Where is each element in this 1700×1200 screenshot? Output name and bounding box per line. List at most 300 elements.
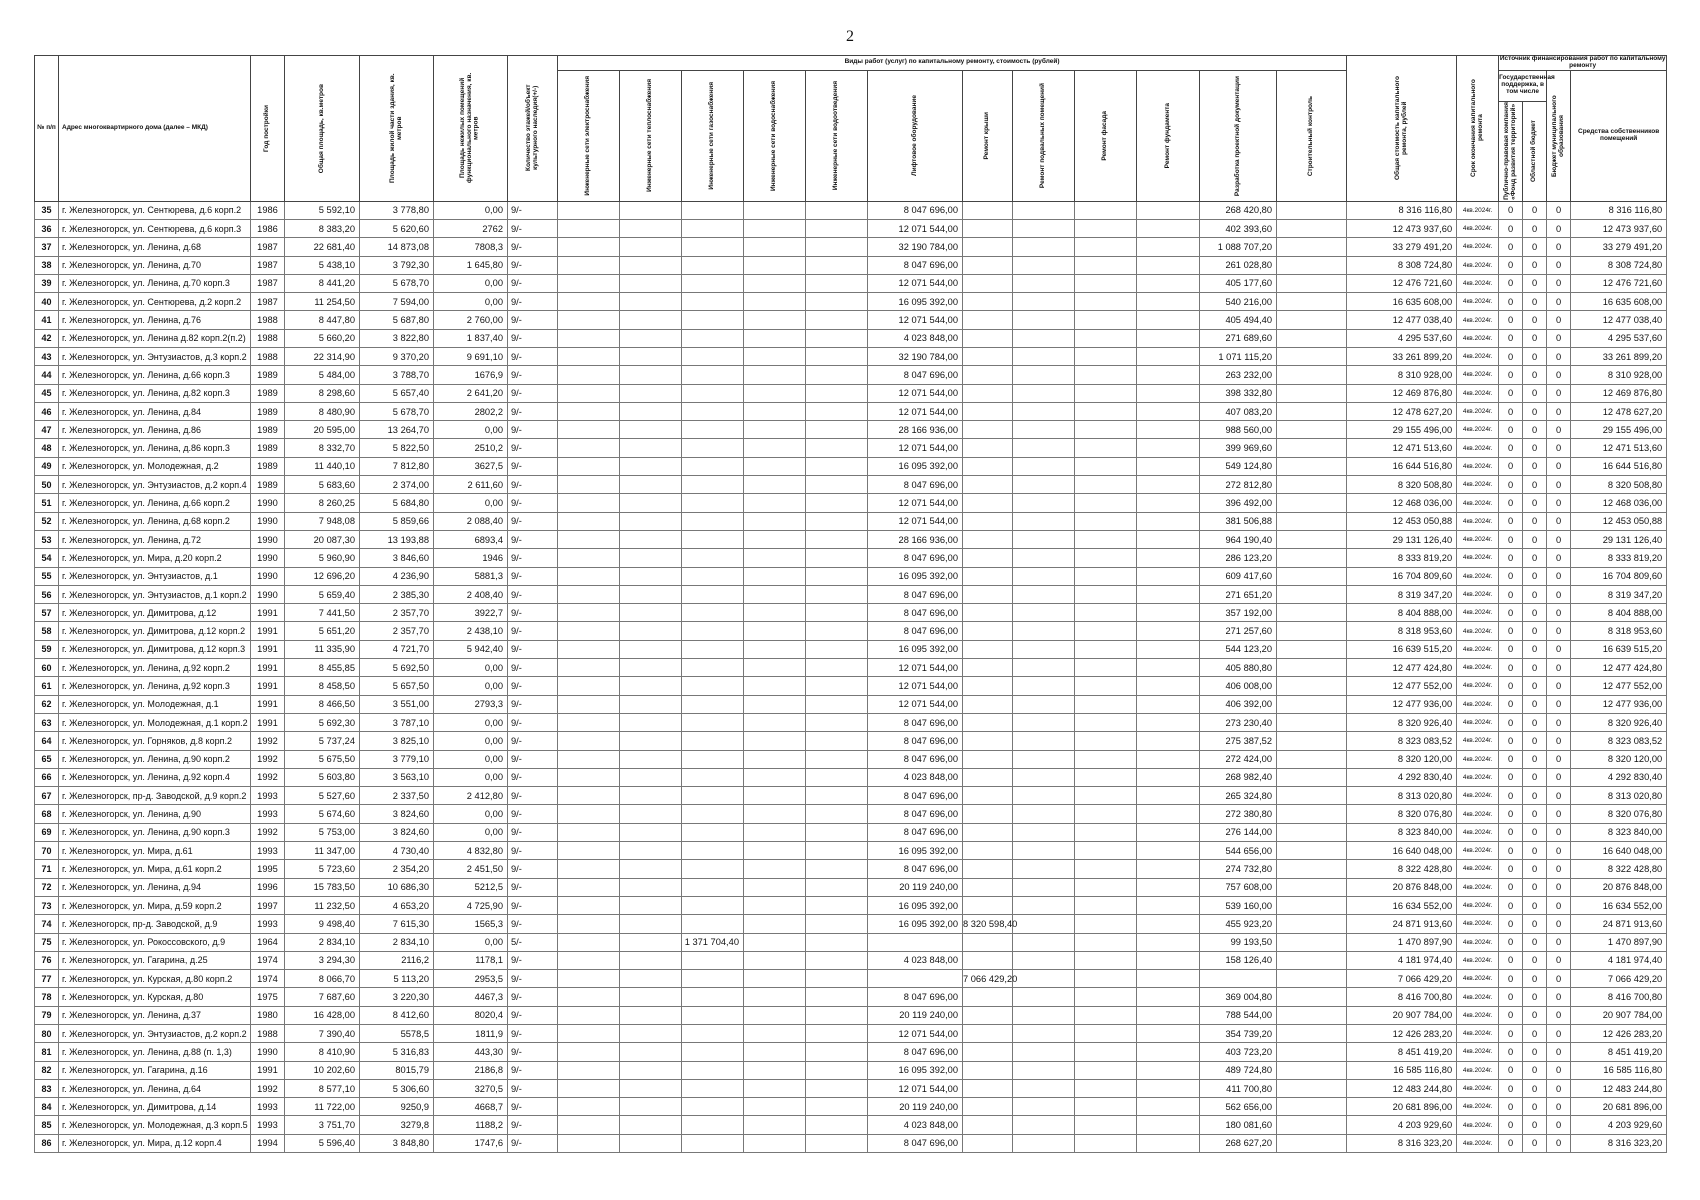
row-owners-funds: 12 477 424,80 <box>1571 659 1667 677</box>
row-lift: 8 047 696,00 <box>868 549 963 567</box>
row-lift: 20 119 240,00 <box>868 1006 963 1024</box>
row-water <box>744 457 806 475</box>
row-municipal-budget: 0 <box>1547 1006 1571 1024</box>
row-regional-budget: 0 <box>1523 1024 1547 1042</box>
row-nonres-area: 0,00 <box>434 293 508 311</box>
row-water <box>744 567 806 585</box>
row-heat <box>620 1116 682 1134</box>
row-floors: 9/- <box>508 860 558 878</box>
row-foundation <box>1137 970 1200 988</box>
row-regional-budget: 0 <box>1523 713 1547 731</box>
row-municipal-budget: 0 <box>1547 567 1571 585</box>
row-basement <box>1013 622 1075 640</box>
row-year: 1986 <box>251 201 285 219</box>
row-total-area: 5 960,90 <box>285 549 360 567</box>
row-development-fund: 0 <box>1499 512 1523 530</box>
row-electric <box>558 219 620 237</box>
row-gas <box>682 1098 744 1116</box>
row-municipal-budget: 0 <box>1547 457 1571 475</box>
row-lift: 12 071 544,00 <box>868 274 963 292</box>
row-water <box>744 860 806 878</box>
row-floors: 9/- <box>508 988 558 1006</box>
row-foundation <box>1137 549 1200 567</box>
row-floors: 9/- <box>508 457 558 475</box>
row-water <box>744 476 806 494</box>
row-total-cost: 4 292 830,40 <box>1347 768 1457 786</box>
row-electric <box>558 201 620 219</box>
row-development-fund: 0 <box>1499 238 1523 256</box>
row-regional-budget: 0 <box>1523 988 1547 1006</box>
row-address: г. Железногорск, пр-д. Заводской, д.9 <box>59 915 251 933</box>
row-facade <box>1075 439 1137 457</box>
row-living-area: 2 834,10 <box>360 933 434 951</box>
row-year: 1986 <box>251 219 285 237</box>
row-design-docs: 354 739,20 <box>1200 1024 1277 1042</box>
row-living-area: 4 236,90 <box>360 567 434 585</box>
table-row <box>35 476 1667 494</box>
header-water: Инженерные сети водоснабжения <box>744 70 806 201</box>
row-total-area: 11 440,10 <box>285 457 360 475</box>
row-address: г. Железногорск, ул. Ленина, д.37 <box>59 1006 251 1024</box>
row-municipal-budget: 0 <box>1547 860 1571 878</box>
row-water <box>744 713 806 731</box>
row-municipal-budget: 0 <box>1547 421 1571 439</box>
row-address: г. Железногорск, ул. Сентюрева, д.2 корп.2 <box>59 293 251 311</box>
row-design-docs: 757 608,00 <box>1200 878 1277 896</box>
row-lift: 8 047 696,00 <box>868 750 963 768</box>
row-development-fund: 0 <box>1499 640 1523 658</box>
row-total-cost: 8 404 888,00 <box>1347 604 1457 622</box>
row-basement <box>1013 238 1075 256</box>
row-design-docs: 406 008,00 <box>1200 677 1277 695</box>
row-floors: 9/- <box>508 750 558 768</box>
row-design-docs: 455 923,20 <box>1200 915 1277 933</box>
row-development-fund: 0 <box>1499 366 1523 384</box>
row-owners-funds: 4 203 929,60 <box>1571 1116 1667 1134</box>
row-year: 1993 <box>251 787 285 805</box>
table-row <box>35 1098 1667 1116</box>
row-total-area: 9 498,40 <box>285 915 360 933</box>
row-foundation <box>1137 622 1200 640</box>
row-construction-control <box>1277 421 1347 439</box>
row-water <box>744 1079 806 1097</box>
row-development-fund: 0 <box>1499 1116 1523 1134</box>
row-owners-funds: 8 323 840,00 <box>1571 823 1667 841</box>
row-total-area: 5 484,00 <box>285 366 360 384</box>
row-design-docs: 263 232,00 <box>1200 366 1277 384</box>
row-regional-budget: 0 <box>1523 476 1547 494</box>
row-foundation <box>1137 219 1200 237</box>
row-total-area: 5 753,00 <box>285 823 360 841</box>
row-drainage <box>806 201 868 219</box>
row-development-fund: 0 <box>1499 970 1523 988</box>
row-living-area: 2 357,70 <box>360 622 434 640</box>
row-year: 1989 <box>251 402 285 420</box>
row-basement <box>1013 567 1075 585</box>
row-year: 1991 <box>251 604 285 622</box>
row-address: г. Железногорск, ул. Мира, д.61 корп.2 <box>59 860 251 878</box>
row-electric <box>558 567 620 585</box>
row-roof <box>963 1024 1013 1042</box>
row-floors: 9/- <box>508 366 558 384</box>
row-water <box>744 768 806 786</box>
row-construction-control <box>1277 1006 1347 1024</box>
row-development-fund: 0 <box>1499 567 1523 585</box>
row-deadline: 4кв.2024г. <box>1457 366 1499 384</box>
page-number: 2 <box>846 28 854 45</box>
row-living-area: 3 778,80 <box>360 201 434 219</box>
row-total-area: 5 675,50 <box>285 750 360 768</box>
row-basement <box>1013 640 1075 658</box>
row-deadline: 4кв.2024г. <box>1457 695 1499 713</box>
row-water <box>744 1098 806 1116</box>
row-address: г. Железногорск, ул. Мира, д.61 <box>59 842 251 860</box>
row-regional-budget: 0 <box>1523 201 1547 219</box>
row-regional-budget: 0 <box>1523 1043 1547 1061</box>
row-basement <box>1013 915 1075 933</box>
row-basement <box>1013 402 1075 420</box>
row-electric <box>558 311 620 329</box>
row-number: 69 <box>35 823 59 841</box>
row-facade <box>1075 604 1137 622</box>
row-number: 53 <box>35 530 59 548</box>
row-owners-funds: 20 907 784,00 <box>1571 1006 1667 1024</box>
row-address: г. Железногорск, ул. Димитрова, д.14 <box>59 1098 251 1116</box>
row-facade <box>1075 457 1137 475</box>
row-water <box>744 622 806 640</box>
row-address: г. Железногорск, ул. Курская, д.80 <box>59 988 251 1006</box>
table-row <box>35 439 1667 457</box>
row-regional-budget: 0 <box>1523 238 1547 256</box>
row-heat <box>620 860 682 878</box>
row-living-area: 13 193,88 <box>360 530 434 548</box>
row-drainage <box>806 1043 868 1061</box>
table-row <box>35 311 1667 329</box>
row-total-cost: 12 478 627,20 <box>1347 402 1457 420</box>
row-facade <box>1075 823 1137 841</box>
row-nonres-area: 1946 <box>434 549 508 567</box>
row-number: 58 <box>35 622 59 640</box>
row-owners-funds: 33 261 899,20 <box>1571 348 1667 366</box>
row-regional-budget: 0 <box>1523 970 1547 988</box>
header-owners-funds: Средства собственников помещений <box>1571 70 1667 201</box>
row-roof <box>963 768 1013 786</box>
row-foundation <box>1137 750 1200 768</box>
row-design-docs: 988 560,00 <box>1200 421 1277 439</box>
row-construction-control <box>1277 768 1347 786</box>
row-foundation <box>1137 366 1200 384</box>
row-lift: 8 047 696,00 <box>868 1134 963 1152</box>
row-foundation <box>1137 384 1200 402</box>
row-year: 1974 <box>251 951 285 969</box>
row-gas: 1 371 704,40 <box>682 933 744 951</box>
row-drainage <box>806 1006 868 1024</box>
row-municipal-budget: 0 <box>1547 732 1571 750</box>
row-total-cost: 12 477 552,00 <box>1347 677 1457 695</box>
row-nonres-area: 1178,1 <box>434 951 508 969</box>
row-construction-control <box>1277 366 1347 384</box>
row-gas <box>682 915 744 933</box>
row-design-docs: 261 028,80 <box>1200 256 1277 274</box>
row-living-area: 5 620,60 <box>360 219 434 237</box>
row-deadline: 4кв.2024г. <box>1457 402 1499 420</box>
row-basement <box>1013 768 1075 786</box>
row-construction-control <box>1277 384 1347 402</box>
row-owners-funds: 1 470 897,90 <box>1571 933 1667 951</box>
row-number: 39 <box>35 274 59 292</box>
row-drainage <box>806 842 868 860</box>
row-living-area: 5 657,50 <box>360 677 434 695</box>
row-roof <box>963 732 1013 750</box>
row-development-fund: 0 <box>1499 622 1523 640</box>
row-roof <box>963 842 1013 860</box>
row-roof <box>963 201 1013 219</box>
row-nonres-area: 443,30 <box>434 1043 508 1061</box>
row-electric <box>558 823 620 841</box>
row-lift: 8 047 696,00 <box>868 622 963 640</box>
row-foundation <box>1137 1024 1200 1042</box>
row-roof <box>963 274 1013 292</box>
row-nonres-area: 2793,3 <box>434 695 508 713</box>
row-living-area: 5 687,80 <box>360 311 434 329</box>
row-nonres-area: 2802,2 <box>434 402 508 420</box>
row-owners-funds: 16 635 608,00 <box>1571 293 1667 311</box>
row-total-area: 8 383,20 <box>285 219 360 237</box>
row-heat <box>620 951 682 969</box>
row-foundation <box>1137 677 1200 695</box>
row-gas <box>682 1043 744 1061</box>
row-total-cost: 12 477 936,00 <box>1347 695 1457 713</box>
row-living-area: 5 678,70 <box>360 402 434 420</box>
row-gas <box>682 823 744 841</box>
row-municipal-budget: 0 <box>1547 549 1571 567</box>
row-address: г. Железногорск, ул. Молодежная, д.1 корп.2 <box>59 713 251 731</box>
row-gas <box>682 896 744 914</box>
row-floors: 9/- <box>508 677 558 695</box>
row-total-cost: 16 640 048,00 <box>1347 842 1457 860</box>
header-facade: Ремонт фасада <box>1075 70 1137 201</box>
row-address: г. Железногорск, ул. Горняков, д.8 корп.2 <box>59 732 251 750</box>
row-drainage <box>806 933 868 951</box>
row-living-area: 2 357,70 <box>360 604 434 622</box>
row-facade <box>1075 549 1137 567</box>
row-number: 84 <box>35 1098 59 1116</box>
row-living-area: 3 788,70 <box>360 366 434 384</box>
row-deadline: 4кв.2024г. <box>1457 1098 1499 1116</box>
row-nonres-area: 0,00 <box>434 768 508 786</box>
row-roof <box>963 457 1013 475</box>
row-municipal-budget: 0 <box>1547 622 1571 640</box>
row-design-docs: 274 732,80 <box>1200 860 1277 878</box>
row-drainage <box>806 1134 868 1152</box>
row-design-docs: 180 081,60 <box>1200 1116 1277 1134</box>
row-regional-budget: 0 <box>1523 549 1547 567</box>
row-lift: 32 190 784,00 <box>868 348 963 366</box>
row-number: 40 <box>35 293 59 311</box>
row-facade <box>1075 1079 1137 1097</box>
row-regional-budget: 0 <box>1523 293 1547 311</box>
row-gas <box>682 457 744 475</box>
row-total-cost: 16 644 516,80 <box>1347 457 1457 475</box>
row-floors: 9/- <box>508 640 558 658</box>
row-construction-control <box>1277 805 1347 823</box>
row-gas <box>682 860 744 878</box>
row-roof <box>963 512 1013 530</box>
row-number: 80 <box>35 1024 59 1042</box>
row-facade <box>1075 293 1137 311</box>
row-deadline: 4кв.2024г. <box>1457 842 1499 860</box>
row-lift: 4 023 848,00 <box>868 1116 963 1134</box>
row-foundation <box>1137 732 1200 750</box>
row-address: г. Железногорск, ул. Курская, д.80 корп.2 <box>59 970 251 988</box>
capital-repair-table <box>34 55 1667 1153</box>
row-facade <box>1075 201 1137 219</box>
row-floors: 9/- <box>508 384 558 402</box>
row-regional-budget: 0 <box>1523 311 1547 329</box>
row-development-fund: 0 <box>1499 695 1523 713</box>
table-row <box>35 1061 1667 1079</box>
row-year: 1988 <box>251 329 285 347</box>
row-electric <box>558 1024 620 1042</box>
row-owners-funds: 8 320 076,80 <box>1571 805 1667 823</box>
row-living-area: 2 337,50 <box>360 787 434 805</box>
row-design-docs: 276 144,00 <box>1200 823 1277 841</box>
row-basement <box>1013 860 1075 878</box>
row-living-area: 5 859,66 <box>360 512 434 530</box>
row-total-area: 7 948,08 <box>285 512 360 530</box>
row-address: г. Железногорск, ул. Ленина, д.64 <box>59 1079 251 1097</box>
row-number: 79 <box>35 1006 59 1024</box>
row-drainage <box>806 713 868 731</box>
row-design-docs: 407 083,20 <box>1200 402 1277 420</box>
row-living-area: 4 721,70 <box>360 640 434 658</box>
row-regional-budget: 0 <box>1523 219 1547 237</box>
row-municipal-budget: 0 <box>1547 311 1571 329</box>
row-foundation <box>1137 457 1200 475</box>
row-total-cost: 12 469 876,80 <box>1347 384 1457 402</box>
row-construction-control <box>1277 549 1347 567</box>
row-owners-funds: 29 155 496,00 <box>1571 421 1667 439</box>
row-roof <box>963 622 1013 640</box>
row-heat <box>620 842 682 860</box>
row-nonres-area: 0,00 <box>434 677 508 695</box>
row-foundation <box>1137 329 1200 347</box>
row-foundation <box>1137 604 1200 622</box>
row-basement <box>1013 933 1075 951</box>
row-total-cost: 4 203 929,60 <box>1347 1116 1457 1134</box>
row-owners-funds: 12 477 038,40 <box>1571 311 1667 329</box>
row-drainage <box>806 1024 868 1042</box>
row-roof <box>963 476 1013 494</box>
row-total-cost: 12 483 244,80 <box>1347 1079 1457 1097</box>
row-owners-funds: 12 477 936,00 <box>1571 695 1667 713</box>
row-construction-control <box>1277 348 1347 366</box>
row-total-cost: 12 468 036,00 <box>1347 494 1457 512</box>
table-row <box>35 1024 1667 1042</box>
row-living-area: 3 787,10 <box>360 713 434 731</box>
row-total-area: 8 410,90 <box>285 1043 360 1061</box>
row-total-area: 3 294,30 <box>285 951 360 969</box>
row-total-cost: 16 585 116,80 <box>1347 1061 1457 1079</box>
row-facade <box>1075 787 1137 805</box>
row-foundation <box>1137 823 1200 841</box>
row-electric <box>558 1061 620 1079</box>
row-deadline: 4кв.2024г. <box>1457 476 1499 494</box>
row-nonres-area: 0,00 <box>434 750 508 768</box>
row-deadline: 4кв.2024г. <box>1457 201 1499 219</box>
row-number: 36 <box>35 219 59 237</box>
row-heat <box>620 293 682 311</box>
table-row <box>35 530 1667 548</box>
row-floors: 9/- <box>508 585 558 603</box>
row-nonres-area: 1565,3 <box>434 915 508 933</box>
row-nonres-area: 1811,9 <box>434 1024 508 1042</box>
row-address: г. Железногорск, ул. Ленина, д.94 <box>59 878 251 896</box>
row-nonres-area: 1 837,40 <box>434 329 508 347</box>
row-nonres-area: 0,00 <box>434 201 508 219</box>
row-drainage <box>806 421 868 439</box>
row-number: 73 <box>35 896 59 914</box>
row-design-docs: 544 656,00 <box>1200 842 1277 860</box>
row-heat <box>620 512 682 530</box>
row-lift: 12 071 544,00 <box>868 677 963 695</box>
row-gas <box>682 988 744 1006</box>
row-number: 45 <box>35 384 59 402</box>
row-roof <box>963 933 1013 951</box>
row-owners-funds: 16 639 515,20 <box>1571 640 1667 658</box>
row-total-area: 5 651,20 <box>285 622 360 640</box>
row-deadline: 4кв.2024г. <box>1457 1024 1499 1042</box>
row-regional-budget: 0 <box>1523 512 1547 530</box>
row-drainage <box>806 878 868 896</box>
row-lift: 8 047 696,00 <box>868 476 963 494</box>
row-heat <box>620 549 682 567</box>
row-municipal-budget: 0 <box>1547 201 1571 219</box>
row-municipal-budget: 0 <box>1547 640 1571 658</box>
row-living-area: 14 873,08 <box>360 238 434 256</box>
row-heat <box>620 768 682 786</box>
row-gas <box>682 970 744 988</box>
row-construction-control <box>1277 951 1347 969</box>
row-total-area: 8 260,25 <box>285 494 360 512</box>
row-foundation <box>1137 860 1200 878</box>
row-total-area: 12 696,20 <box>285 567 360 585</box>
row-facade <box>1075 1098 1137 1116</box>
row-floors: 9/- <box>508 1024 558 1042</box>
row-total-cost: 12 473 937,60 <box>1347 219 1457 237</box>
row-gas <box>682 604 744 622</box>
row-design-docs: 403 723,20 <box>1200 1043 1277 1061</box>
row-development-fund: 0 <box>1499 439 1523 457</box>
row-total-area: 8 447,80 <box>285 311 360 329</box>
row-deadline: 4кв.2024г. <box>1457 823 1499 841</box>
row-drainage <box>806 951 868 969</box>
row-development-fund: 0 <box>1499 896 1523 914</box>
row-gas <box>682 402 744 420</box>
row-electric <box>558 1043 620 1061</box>
header-state-support: Государственная поддержка, в том числе <box>1499 70 1547 101</box>
row-electric <box>558 439 620 457</box>
row-drainage <box>806 787 868 805</box>
row-municipal-budget: 0 <box>1547 348 1571 366</box>
table-row <box>35 494 1667 512</box>
row-number: 47 <box>35 421 59 439</box>
row-total-cost: 29 131 126,40 <box>1347 530 1457 548</box>
row-nonres-area: 4 832,80 <box>434 842 508 860</box>
row-owners-funds: 20 681 896,00 <box>1571 1098 1667 1116</box>
row-regional-budget: 0 <box>1523 659 1547 677</box>
row-deadline: 4кв.2024г. <box>1457 457 1499 475</box>
